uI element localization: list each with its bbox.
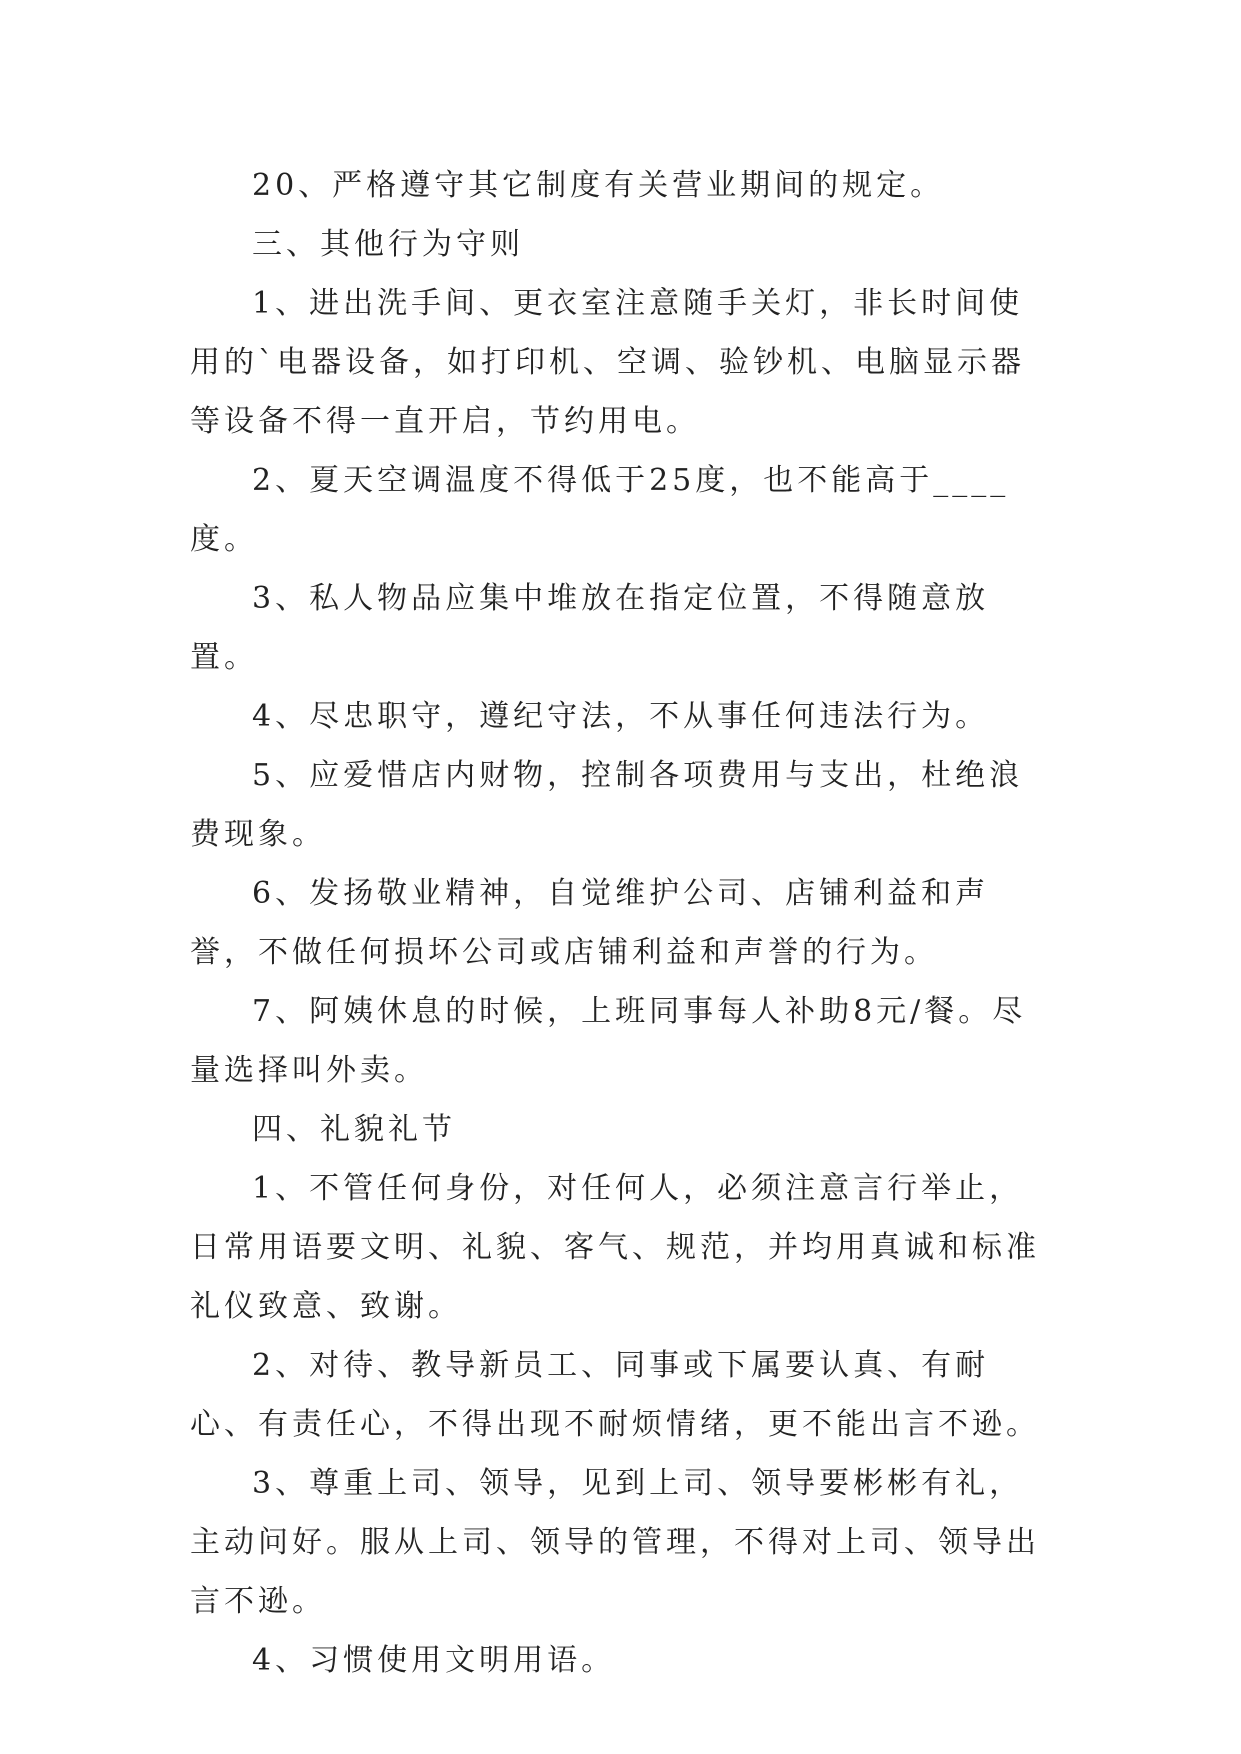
paragraph-rule-1-power-saving: 1、进出洗手间、更衣室注意随手关灯，非长时间使用的`电器设备，如打印机、空调、验钞机、电脑显示器等设备不得一直开启，节约用电。 [190, 286, 1025, 439]
paragraph-rule-5-property: 5、应爱惜店内财物，控制各项费用与支出，杜绝浪费现象。 [190, 758, 1024, 852]
paragraph-rule-4-duty: 4、尽忠职守，遵纪守法，不从事任何违法行为。 [252, 699, 990, 734]
document-body [190, 156, 1050, 1690]
paragraph-etiquette-2: 2、对待、教导新员工、同事或下属要认真、有耐心、有责任心，不得出现不耐烦情绪，更不能出言不逊。 [190, 1348, 1040, 1442]
paragraph-rule-2-ac-temperature: 2、夏天空调温度不得低于25度，也不能高于____度。 [190, 463, 1010, 557]
section-heading-etiquette: 四、礼貌礼节 [252, 1112, 456, 1147]
paragraph-etiquette-1: 1、不管任何身份，对任何人，必须注意言行举止，日常用语要文明、礼貌、客气、规范，并均用真诚和标准礼仪致意、致谢。 [190, 1171, 1040, 1324]
section-heading-other-conduct: 三、其他行为守则 [252, 227, 524, 262]
paragraph-rule-3-personal-items: 3、私人物品应集中堆放在指定位置，不得随意放置。 [190, 581, 990, 675]
paragraph-etiquette-3: 3、尊重上司、领导，见到上司、领导要彬彬有礼，主动问好。服从上司、领导的管理，不得对上司、领导出言不逊。 [190, 1466, 1040, 1619]
paragraph-rule-20: 20、严格遵守其它制度有关营业期间的规定。 [252, 168, 945, 203]
paragraph-etiquette-4: 4、习惯使用文明用语。 [252, 1643, 616, 1678]
paragraph-rule-6-dedication: 6、发扬敬业精神，自觉维护公司、店铺利益和声誉，不做任何损坏公司或店铺利益和声誉的行为。 [190, 876, 990, 970]
paragraph-rule-7-meal-allowance: 7、阿姨休息的时候，上班同事每人补助8元/餐。尽量选择叫外卖。 [190, 994, 1027, 1088]
